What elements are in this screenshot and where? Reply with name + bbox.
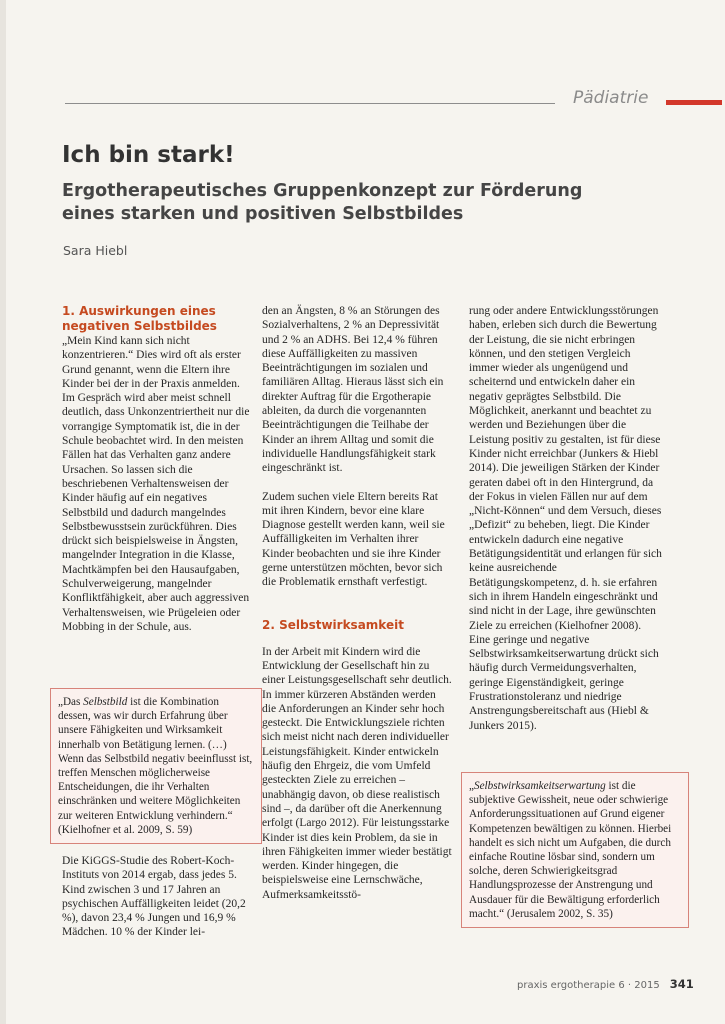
quote-open: „ — [469, 780, 474, 792]
body-paragraph: Die KiGGS-Studie des Robert-Koch-Instituts von 2014 ergab, dass jedes 5. Kind zwischen 3 und 17 Jahren an psychischen Auffälligkeiten leidet (20,2 %), davon 23,4 % Jungen und 16,9 % Mädchen. 10 % der Kinder lei- — [62, 855, 246, 939]
column-1 — [62, 304, 254, 634]
article-author: Sara Hiebl — [63, 243, 128, 258]
page-number: 341 — [669, 977, 694, 991]
section-heading-2: 2. Selbstwirksamkeit — [262, 617, 404, 632]
definition-box-selbstbild — [50, 688, 262, 844]
definition-box-selbstwirksamkeitserwartung — [461, 772, 689, 928]
article-title: Ich bin stark! — [62, 142, 235, 168]
section-tag: Pädiatrie — [573, 88, 649, 108]
body-paragraph: In der Arbeit mit Kindern wird die Entwicklung der Gesellschaft hin zu einer Leistungsgesellschaft sehr deutlich. In immer kürzeren Abständen werden die Anforderungen an Kinder sehr hoch gesteckt. Die Entwicklungsziele richten sich meist nicht nach deren individueller Leistungsfähigkeit. Kinder entwickeln häufig den Ehrgeiz, die vom Umfeld gesteckten Ziele zu erreichen – unabhängig davon, ob diese realistisch sind –, da darüber oft die Anerkennung erfolgt (Largo 2012). Für leistungsstarke Kinder ist dies kein Problem, da sie in ihren Fähigkeiten immer wieder bestätigt werden. Kinder hingegen, die beispielsweise eine Lernschwäche, Aufmerksamkeitsstö- — [262, 645, 452, 901]
body-paragraph: „Mein Kind kann sich nicht konzentrieren.“ Dies wird oft als erster Grund genannt, wenn die Eltern ihre Kinder bei der in der Praxis anmelden. Im Gespräch wird aber meist schnell deutlich, dass Unkonzentriertheit nur die vorrangige Symptomatik ist, die in der Schule beobachtet wird. In den meisten Fällen hat das Verhalten ganz andere Ursachen. So lassen sich die beschriebenen Verhaltensweisen der Kinder häufig auf ein negatives Selbstbild und dadurch mangelndes Selbstbewusstsein zurückführen. Dies drückt sich beispielsweise in Ängsten, mangelnder Integration in die Klasse, Machtkämpfen bei den Hausaufgaben, Schulverweigerung, mangelnder Konfliktfähigkeit, aber auch aggressiven Verhaltensweisen, wie Prügeleien oder Mobbing in der Schule, aus. — [62, 335, 250, 633]
section-accent-bar — [666, 100, 722, 105]
body-paragraph: Zudem suchen viele Eltern bereits Rat mit ihren Kindern, bevor eine klare Diagnose gestellt werden kann, weil sie Auffälligkeiten im Verhalten ihrer Kinder beobachten und sie ihre Kinder gerne unterstützen möchten, bevor sich die Problematik ernsthaft verfestigt. — [262, 490, 445, 589]
quote-open: „Das — [58, 696, 84, 708]
column-1-continued — [62, 854, 254, 940]
section-heading-1: 1. Auswirkungen eines negativen Selbstbildes — [62, 304, 217, 333]
header-rule — [65, 103, 555, 104]
body-paragraph: rung oder andere Entwicklungsstörungen haben, erleben sich durch die Bewertung der Leistung, die sie nicht erbringen können, und den stetigen Vergleich immer wieder als ungenügend und scheiternd und entwickeln daher ein negativ geprägtes Selbstbild. Die Möglichkeit, anerkannt und beachtet zu werden und Beziehungen über die Leistung positiv zu gestalten, ist für diese Kinder nicht erreichbar (Junkers & Hiebl 2014). Die jeweiligen Stärken der Kinder geraten dabei oft in den Hintergrund, da der Fokus in vielen Fällen nur auf dem „Nicht-Können“ und dem Versuch, dieses „Defizit“ zu beheben, liegt. Die Kinder entwickeln dadurch eine negative Betätigungsidentität und erlangen für sich keine ausreichende Betätigungskompetenz, d. h. sie erfahren sich in ihrem Handeln eingeschränkt und sind nicht in der Lage, ihre gewünschten Ziele zu erreichen (Kielhofner 2008). Eine geringe und negative Selbstwirksamkeitserwartung drückt sich häufig durch Vermeidungsverhalten, geringe Eigenständigkeit, geringe Frustrationstoleranz und niedrige Anstrengungsbereitschaft aus (Hiebl & Junkers 2015). — [469, 305, 662, 732]
quote-text: ist die Kombination dessen, was wir durch Erfahrung über unsere Fähigkeiten und Wirksamkeit innerhalb von Betätigung lernen. (…) Wenn das Selbstbild negativ beeinflusst ist, treffen Menschen möglicherweise Entscheidungen, die ihr Verhalten einschränken und weitere Möglichkeiten zur weiteren Entwicklung verhindern.“ (Kielhofner et al. 2009, S. 59) — [58, 696, 253, 836]
quote-term: Selbstbild — [83, 696, 128, 708]
journal-name: praxis ergotherapie 6 · 2015 — [517, 980, 660, 991]
page-footer — [517, 977, 694, 991]
column-3 — [469, 304, 663, 733]
page-edge-shadow — [0, 0, 6, 1024]
quote-term: Selbstwirksamkeitserwartung — [473, 780, 606, 792]
quote-text: ist die subjektive Gewissheit, neue oder schwierige Anforderungssituationen auf Grund eigener Kompetenzen bewältigen zu können. Hierbei handelt es sich nicht um Aufgaben, die durch einfache Routine lösbar sind, sondern um solche, deren Schwierigkeitsgrad Handlungsprozesse der Anstrengung und Ausdauer für die Bewältigung erforderlich macht.“ (Jerusalem 2002, S. 35) — [469, 780, 672, 920]
article-subtitle: Ergotherapeutisches Gruppenkonzept zur Förderung eines starken und positiven Selbstbildes — [62, 181, 583, 224]
column-2 — [262, 304, 452, 902]
body-paragraph: den an Ängsten, 8 % an Störungen des Sozialverhaltens, 2 % an Depressivität und 2 % an ADHS. Bei 12,4 % führen diese Auffälligkeiten zu massiven Beeinträchtigungen im sozialen und familiären Alltag. Hieraus lässt sich ein direkter Auftrag für die Ergotherapie ableiten, da durch die vorgenannten Beeinträchtigungen die Teilhabe der Kinder an ihrem Alltag und somit die individuelle Handlungsfähigkeit stark eingeschränkt ist. — [262, 305, 444, 475]
